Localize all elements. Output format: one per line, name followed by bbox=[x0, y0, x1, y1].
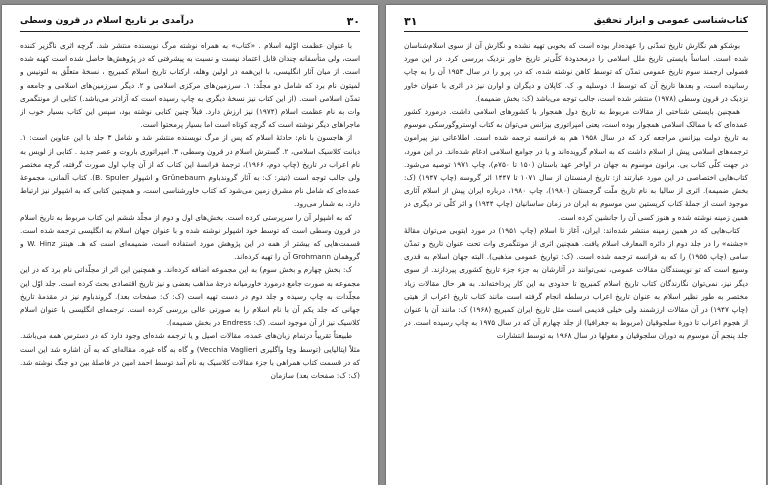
page-left bbox=[2, 5, 378, 485]
running-title: کتاب‌شناسی عمومی و ابزار تحقیق bbox=[593, 16, 748, 26]
page-number: ۳۰ bbox=[346, 15, 360, 28]
page-body bbox=[20, 39, 360, 479]
page-right bbox=[386, 5, 766, 485]
paragraph: طبیعتاً تقریباً درتمام زبان‌های عمده، مقالات اصیل و یا ترجمه شده‌ای وجود دارد که در دسترس همه می‌باشد. مثلاً ایتالیایی (توسط وچا واگلیری Vecchia Vaglieri) و گاه به گاه غیره. مقاله‌ای که به آن اشاره شد این است که در قسمت کتاب همراهی با جزء مقالات کلاسیک به نام آمد توسط احمد امین در فاصلهٔ بین دو جنگ نوشته شد. (ک: ک: صفحات بعد) سازمان bbox=[20, 331, 360, 381]
paragraph: ک: بخش چهارم و بخش سوم) به این مجموعه اضافه کرده‌اند. و همچنین این اثر از مجلّداتی نام برد که در این مجموعه به صورت جامع درمورد خاورمیانه درجهٔ مذاهب بعضی و نیز تاریخ اقتصادی بحث کرده است. جلد اوّل این مجلّدات به چاپ رسیده و جلد دوم در دست تهیه است (ک: ک: صفحات بعد). گروندباوم نیز در مقدمهٔ تاریخ جهانی که جلد یکم آن با نام اسلام را به صورتی عالی بررسی کرده است. ترجمه‌ای انگلیسی با عنوان اسلام کلاسیک نیز از آن موجود است. (ک: Endress در بخش ضمیمه). bbox=[20, 265, 360, 328]
paragraph: کتاب‌هایی که در همین زمینه منتشر شده‌اند: ایران، آغاز تا اسلام (چاپ ۱۹۵۱) در مورد ایتوبی می‌توان مقالهٔ «جشنه» را در جلد دوم از دائره المعارف اسلام یافت. همچنین اثری از مونتگمری وات تحت عنوان تاریخ و تمدّن سامی (چاپ ۱۹۵۵) را که به فرانسه ترجمه شده است. (ک: تواریخ عمومی مذهبی). البته جهان اسلام به قدری وسیع است که تو نویسندگان مقالات عمومی، نمی‌توانند در آثارشان به جزء جزء تاریخ کشوری پیردازند. از سوی دیگر نیز، نمی‌توان نگارندگان کتاب تاریخ اسلام کمبریج تا حدودی به این کار پرداخته‌اند. به هر حال مقالات زیاد مختصر به طور نظیر اسلام به عنوان تاریخ اعراب درسلطه انجام گرفته است مانند کتاب تاریخ اعراب از هیتی (چاپ ۱۹۴۷) در آن مقالات ارزشمند ولی خیلی قدیمی است مثل تاریخ ایران کمبریج (۱۹۶۸) ک: مانند آن با عنوان از هجوم اعراب تا دورهٔ سلجوقیان (مربوط به جغرافیا) از جلد چهارم آن که در سال ۱۹۷۵ به چاپ رسیده است. در جلد پنجم آن موسوم به دوران سلجوقیان و مغولها در سال ۱۹۶۸ به توسط انتشارات bbox=[404, 225, 748, 341]
paragraph: با عنوان عظمت اوّلیه اسلام . «کتاب» به همراه نوشته مرگ نویسنده منتشر شد. گرچه اثری ناگزیر کننده است، ولی متأسفانه چندان قابل اعتماد نیست و نسبت به پیشرفتی که در پژوهش‌ها حاصل شده است کهنه شده است. از میان آثار انگلیسی، با این‌همه در اولین وهله، ارکتاب تاریخ اسلام کمبریج ، نسخهٔ متعلّق به لتونیس و لمیتون نام برد که شامل دو مجلّد: ۱. سرزمین‌های مرکزی اسلامی و ۲. دیگر سرزمین‌های اسلامی و جامعه و تمدّن اسلامی است. (از این کتاب نیز نسخهٔ دیگری به چاپ رسیده است که آزادتر می‌باشد.) کتابی از مونتگمری وات به نام عظمت اسلام (۱۹۷۴) نیز ارزش دارد. قبلاً چنین کتابی نوشته بود، سپس این کتاب بسیار خوب از ماجراهای دیگر نوشته است که گرچه کوتاه است اما بسیار پرمحتوا است. bbox=[20, 41, 360, 130]
page-header bbox=[20, 15, 360, 32]
paragraph: همچنین بایستی شناختی از مقالات مربوط به تاریخ دول همجوار با کشورهای اسلامی داشت. درمورد کشور عمده‌ای که با ممالک اسلامی همجوار بوده است، یعنی امپراتوری بیزانس می‌توان به کتاب اوستروگورسکی موسوم به تاریخ دولت بیزانس مراجعه کرد که در سال ۱۹۵۸ هم به فرانسه ترجمه شده است. اطلاعاتی نیز پیرامون ترجمه‌های اسلامی پیش از اسلام داشت که به اسلام گرویده‌اند و یا در جوامع اسلامی ادغام شده‌اند. در این مورد، در جهت کلّی کتاب بی. برانون موسوم به جهان در اواخر عهد باستان (۱۵۰ تا ۷۵۰م)، چاپ ۱۹۷۱ توصیه می‌شود. کتاب‌هایی اختصاصی در این مورد عبارتند از: تاریخ ارمنستان از سال ۱۰۷۱ تا ۱۴۴۷ اثر گروسه (چاپ ۱۹۴۷) (ک: بخش ضمیمه). اثری از سالیا به نام تاریخ ملّت گرجستان (۱۹۸۰)، چاپ ۱۹۸۰، درباره ایران پیش از اسلام آثاری موجود است از جملهٔ کتاب کریستین سن موسوم به ایران در زمان ساسانیان (چاپ ۱۹۴۴) و اثر کلّی تر دیگری در همین زمینه نوشته شده و هنوز کسی آن را جانشین کرده است. bbox=[404, 107, 748, 222]
page-number: ۳۱ bbox=[404, 15, 418, 28]
page-body bbox=[404, 39, 748, 479]
running-title: درآمدی بر تاریخ اسلام در قرون وسطی bbox=[20, 16, 194, 26]
page-header bbox=[404, 15, 748, 32]
paragraph: که به اشپولر آن را سرپرستی کرده است. بخش‌های اول و دوم از مجلّد ششم این کتاب مربوط به تاریخ اسلام در قرون وسطی است که توسط خود اشپولر نوشته شده و با عنوان جهان اسلام به انگلیسی ترجمه شده است. قسمت‌هایی که بیشتر از همه در این پژوهش مورد استفاده است، ضمیمه‌ای است که هـ. هینتز W. Hinz و گروهمان Grohmann آن را تهیه کرده‌اند. bbox=[20, 212, 360, 262]
paragraph: بوشکو هم نگارش تاریخ تمدّنی را عهده‌دار بوده است که بخوبی تهیه نشده و نگارش آن از سوی اسلام‌شناسان شده است. اساساً بایستی تاریخ ملل اسلامی را درمحدودهٔ کلّی‌تر تاریخ خاور نزدیک بررسی کرد. در این مورد فصولی ارجمند سوم تاریخ عمومی تمدّن که توسط کاهن نوشته شده، که در، پرو را در سال ۱۹۵۳ آن را به چاپ رسانیده است، و بعد‌ها تاریخ آن که توسط ا. دوسلیه و. ک. کاپلان و دیگران و اوارن نیز در اثری با عنوان خاور نزدیک در قرون وسطی (۱۹۷۸) منتشر شده است، جالب توجه می‌باشد (ک: بخش ضمیمه). bbox=[404, 41, 748, 103]
paragraph: از هاجسون با نام: حادثهٔ اسلام که پس از مرگ نویسنده منتشر شد و شامل ۳ جلد با این عناوین است: ۱. دیانت کلاسیک اسلامی، ۲. گسترش اسلام در قرون وسطی، ۳. امپراتوری باروت و عصر جدید . کتابی از لویس به نام اعراب در تاریخ (چاپ دوم، ۱۹۶۶)، ترجمهٔ فرانسهٔ این کتاب که از آن چاپ اول صورت گرفته، گرچه مختصر ولی جالب توجه است (تیتر: ک: به آثار گروندباوم Grünebaum و اشپولر B. Spuler). کتاب آلمانی، مجموعهٔ عمده‌ای که شامل نام مشرق زمین می‌شود که کتاب خاورشناسی است، و همچنین کتابی که به اشپولر نیز ارتباط دارد، به شمار می‌رود. bbox=[20, 133, 360, 209]
